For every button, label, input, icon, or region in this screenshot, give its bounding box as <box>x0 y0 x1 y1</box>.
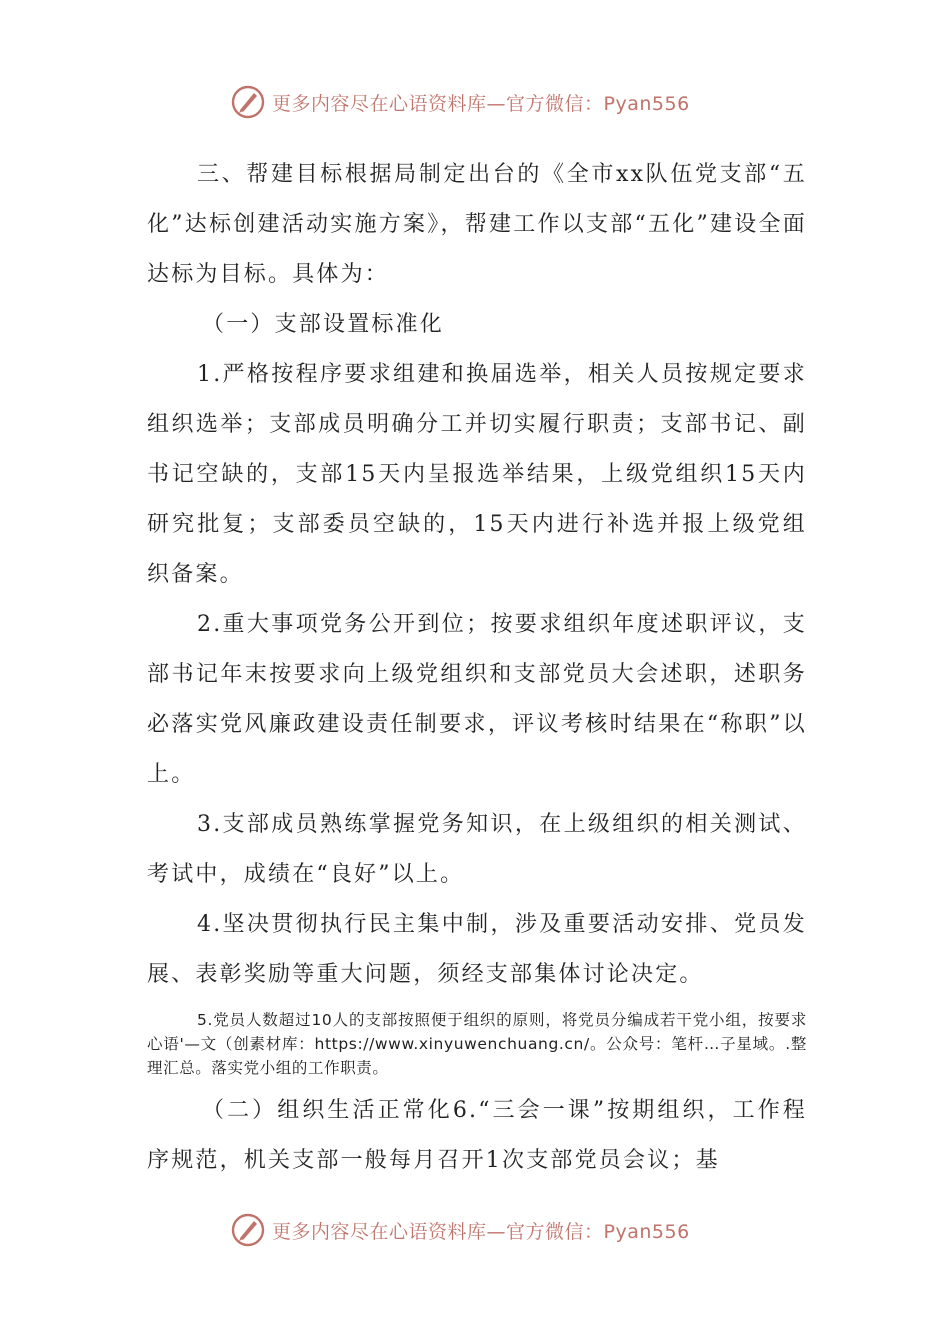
paragraph-item-3: 3.支部成员熟练掌握党务知识，在上级组织的相关测试、考试中，成绩在“良好”以上。 <box>147 812 807 887</box>
pen-circle-logo-icon <box>230 1212 266 1248</box>
pen-circle-logo-icon <box>230 84 266 120</box>
paragraph-item-4: 4.坚决贯彻执行民主集中制，涉及重要活动安排、党员发展、表彰奖励等重大问题，须经支部集体讨论决定。 <box>147 912 807 987</box>
section-heading-2: （二）组织生活正常化6.“三会一课”按期组织，工作程序规范，机关支部一般每月召开1次支部党员会议；基 <box>147 1098 807 1173</box>
paragraph-item-2: 2.重大事项党务公开到位；按要求组织年度述职评议，支部书记年末按要求向上级党组织和支部党员大会述职，述职务必落实党风廉政建设责任制要求，评议考核时结果在“称职”以上。 <box>147 612 807 787</box>
paragraph-item-1: 1.严格按程序要求组建和换届选举，相关人员按规定要求组织选举；支部成员明确分工并切实履行职责；支部书记、副书记空缺的，支部15天内呈报选举结果，上级党组织15天内研究批复；支部委员空缺的，15天内进行补选并报上级党组织备案。 <box>147 362 807 587</box>
paragraph-goal: 三、帮建目标根据局制定出台的《全市xx队伍党支部“五化”达标创建活动实施方案》，帮建工作以支部“五化”建设全面达标为目标。具体为： <box>147 162 807 287</box>
watermark-text: 更多内容尽在心语资料库—官方微信：Pyan556 <box>272 1220 690 1243</box>
paragraph-item-5-small: 5.党员人数超过10人的支部按照便于组织的原则，将党员分编成若干党小组，按要求心语'—文（创素材库：https://www.xinyuwenchuang.cn/。公众号：笔杆…子星域。.整理汇总。落实党小组的工作职责。 <box>147 1011 807 1077</box>
section-heading-1: （一）支部设置标准化 <box>202 312 445 337</box>
document-body <box>147 150 807 1186</box>
header-watermark-banner <box>230 80 790 124</box>
footer-watermark-banner <box>230 1208 790 1252</box>
watermark-text: 更多内容尽在心语资料库—官方微信：Pyan556 <box>272 92 690 115</box>
